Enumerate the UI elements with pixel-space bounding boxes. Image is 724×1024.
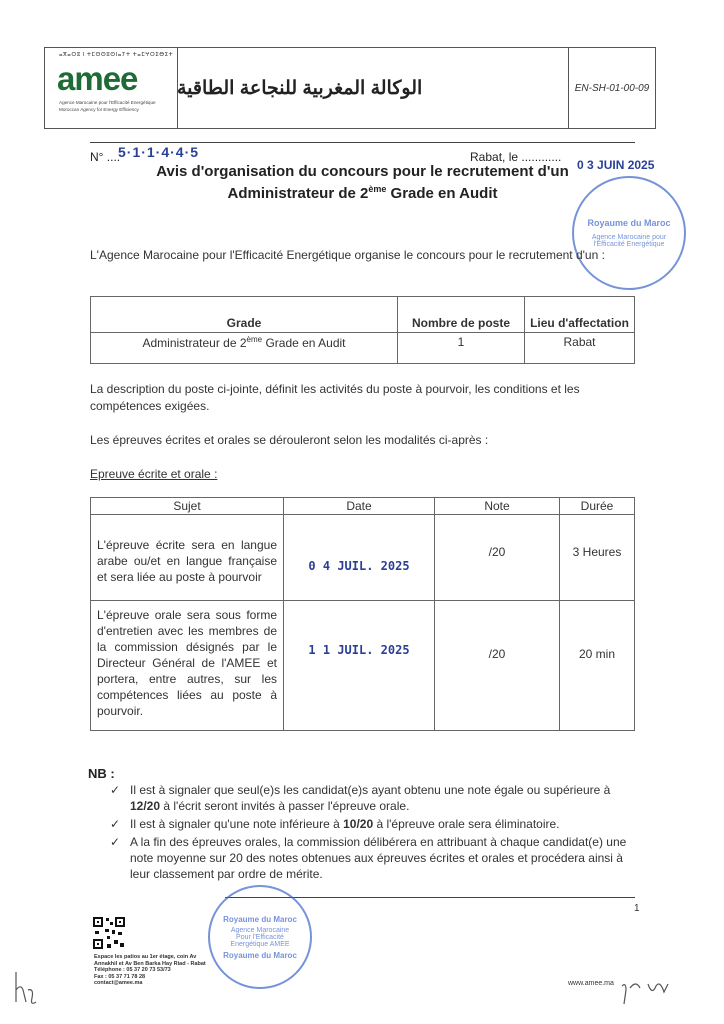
table-row [91,333,635,364]
logo-subtitle-en: Moroccan Agency for Energy Efficiency [59,107,139,112]
logo-wordmark: amee [57,60,138,97]
cell-grade: Administrateur de 2ème Grade en Audit [91,333,398,364]
col-sujet: Sujet [91,498,284,515]
table-row [91,601,635,731]
footer-contact: Espace les patios au 1er étage, coin Av Annakhil et Av Ben Barka Hay Riad - Rabat Téléphone : 05 37 20 73 53/73 Fax : 05 37 71 78 28 contact@amee.ma [94,954,206,987]
notice-title-line1: Avis d'organisation du concours pour le recrutement d'un [156,163,569,180]
nb-list [110,782,640,884]
cell-duree: 3 Heures [560,515,635,601]
list-item: ✓ Il est à signaler que seul(e)s les candidat(e)s ayant obtenu une note égale ou supérieure à 12/20 à l'écrit seront invités à passer l'épreuve orale. [110,783,611,813]
list-item: ✓ A la fin des épreuves orales, la commission délibérera en attribuant à chaque candidat(e) une note moyenne sur 20 des notes obtenues aux épreuves écrites et orales et procédera ainsi à leur classement par ordre de mérite. [110,835,627,881]
cell-note: /20 [435,601,560,731]
official-stamp-top: Royaume du Maroc Agence Marocaine pour l'Efficacité Energétique [572,176,686,290]
letterhead [44,47,656,129]
col-date: Date [284,498,435,515]
initials-signature-right [618,976,678,1010]
number-label: N° .... [90,150,121,164]
cell-note: /20 [435,515,560,601]
intro-paragraph: L'Agence Marocaine pour l'Efficacité Energétique organise le concours pour le recrutement d'un : [90,248,605,262]
description-paragraph: La description du poste ci-jointe, définit les activités du poste à pourvoir, les conditions et les compétences exigées. [90,382,580,413]
place-date-label: Rabat, le ............ [470,150,562,164]
arabic-agency-name: الوكالة المغربية للنجاعة الطاقية [177,77,423,99]
positions-table-header [91,297,635,333]
cell-date: 1 1 JUIL. 2025 [284,601,435,731]
website-link: www.amee.ma [568,980,614,987]
col-grade: Grade [91,297,398,333]
logo-tifinagh-text: ⴰⴳⴰⵔⵓ ⵏ ⵜⵎⵙⵙⵓⵙⵏⴰⵢⵜ ⵜⴰⵎⵖⵔⵉⴱⵉⵜ [59,52,174,58]
col-nombre: Nombre de poste [398,297,525,333]
checkmark-icon: ✓ [110,817,121,831]
section-title: Epreuve écrite et orale : [90,467,218,481]
cell-sujet: L'épreuve orale sera sous forme d'entretien avec les membres de la commission désignés par le Directeur Général de l'AMEE et portera, entre autres, sur les compétences liées au poste à pourvoir. [91,601,284,731]
cell-date: 0 4 JUIL. 2025 [284,515,435,601]
positions-table [90,296,635,364]
epreuves-intro: Les épreuves écrites et orales se dérouleront selon les modalités ci-après : [90,433,489,447]
page-number: 1 [634,903,640,914]
checkmark-icon: ✓ [110,783,121,797]
document-reference: EN-SH-01-00-09 [568,48,655,128]
cell-duree: 20 min [560,601,635,731]
nb-label: NB : [88,766,115,781]
qr-code-icon [92,916,126,950]
cell-nombre: 1 [398,333,525,364]
col-note: Note [435,498,560,515]
handwritten-number: 5·1·1·4·4·5 [118,144,200,160]
cell-lieu: Rabat [525,333,635,364]
notice-title-line2: Administrateur de 2ème Grade en Audit [227,184,498,202]
initials-signature-left [10,968,46,1008]
divider-top [90,142,635,143]
table-row [91,515,635,601]
date-stamp: 0 3 JUIN 2025 [577,158,655,172]
amee-logo [45,48,178,128]
official-stamp-bottom: Royaume du Maroc Agence Marocaine Pour l'Efficacité Energétique AMEE Royaume du Maroc [208,885,312,989]
exams-table [90,497,635,731]
checkmark-icon: ✓ [110,835,121,849]
exams-table-header [91,498,635,515]
cell-sujet: L'épreuve écrite sera en langue arabe ou/et en langue française et sera liée au poste à pourvoir [91,515,284,601]
list-item: ✓ Il est à signaler qu'une note inférieure à 10/20 à l'épreuve orale sera éliminatoire. [110,817,560,831]
col-duree: Durée [560,498,635,515]
logo-subtitle-fr: Agence Marocaine pour l'Efficacité Energétique [59,100,156,105]
col-lieu: Lieu d'affectation [525,297,635,333]
